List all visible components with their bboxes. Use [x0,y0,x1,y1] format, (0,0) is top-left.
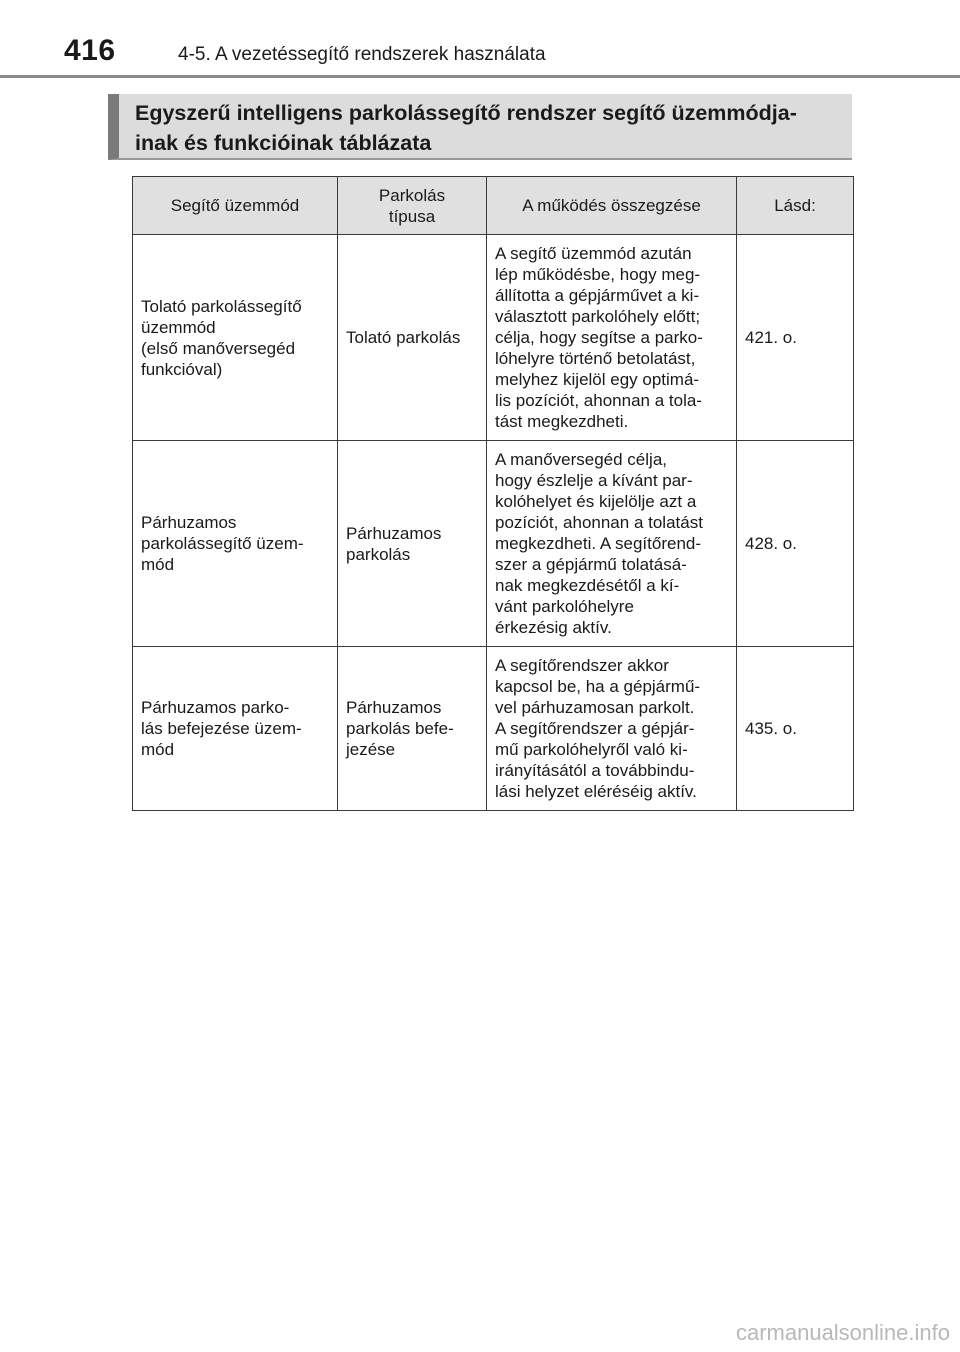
cell-type: Párhuzamos parkolás [338,441,487,647]
table-row [133,235,854,441]
chapter-title: 4-5. A vezetéssegítő rendszerek használata [178,44,546,65]
table-row [133,441,854,647]
table-row [133,647,854,811]
column-header-summary [487,177,737,235]
cell-summary: A manőversegéd célja, hogy észlelje a kívánt par- kolóhelyet és kijelölje azt a pozíciót, ahonnan a tolatást megkezdheti. A segítőrend- szer a gépjármű tolatásá- nak megkezdésétől a kí- vánt parkolóhelyre érkezésig aktív. [487,441,737,647]
column-header-label: Parkolás típusa [378,185,446,226]
column-header-mode [133,177,338,235]
page-number: 416 [64,34,116,67]
section-heading-box [108,94,852,160]
cell-summary: A segítőrendszer akkor kapcsol be, ha a gépjármű- vel párhuzamosan parkolt. A segítőrendszer a gépjár- mű parkolóhelyről való ki- irányításától a továbbindu- lási helyzet eléréséig aktív. [487,647,737,811]
cell-ref: 428. o. [737,441,854,647]
column-header-ref [737,177,854,235]
cell-ref: 421. o. [737,235,854,441]
column-header-type [338,177,487,235]
column-header-label: Segítő üzemmód [170,196,300,215]
cell-mode: Tolató parkolássegítő üzemmód (első manőversegéd funkcióval) [133,235,338,441]
cell-type: Párhuzamos parkolás befe- jezése [338,647,487,811]
assist-mode-table [132,176,854,811]
watermark: carmanualsonline.info [735,1320,950,1345]
cell-mode: Párhuzamos parkolássegítő üzem- mód [133,441,338,647]
cell-type: Tolató parkolás [338,235,487,441]
cell-summary: A segítő üzemmód azután lép működésbe, hogy meg- állította a gépjárművet a ki- választott parkolóhely előtt; célja, hogy segítse a parko- lóhelyre történő betolatást, melyhez kijelöl egy optimá- lis pozíciót, ahonnan a tola- tást megkezdheti. [487,235,737,441]
cell-ref: 435. o. [737,647,854,811]
column-header-label: A működés összegzése [522,196,701,215]
column-header-label: Lásd: [774,196,816,215]
cell-mode: Párhuzamos parko- lás befejezése üzem- mód [133,647,338,811]
table-header-row [133,177,854,235]
section-title: Egyszerű intelligens parkolássegítő rendszer segítő üzemmódja- inak és funkcióinak táblázata [135,101,797,155]
header-divider [0,75,960,78]
